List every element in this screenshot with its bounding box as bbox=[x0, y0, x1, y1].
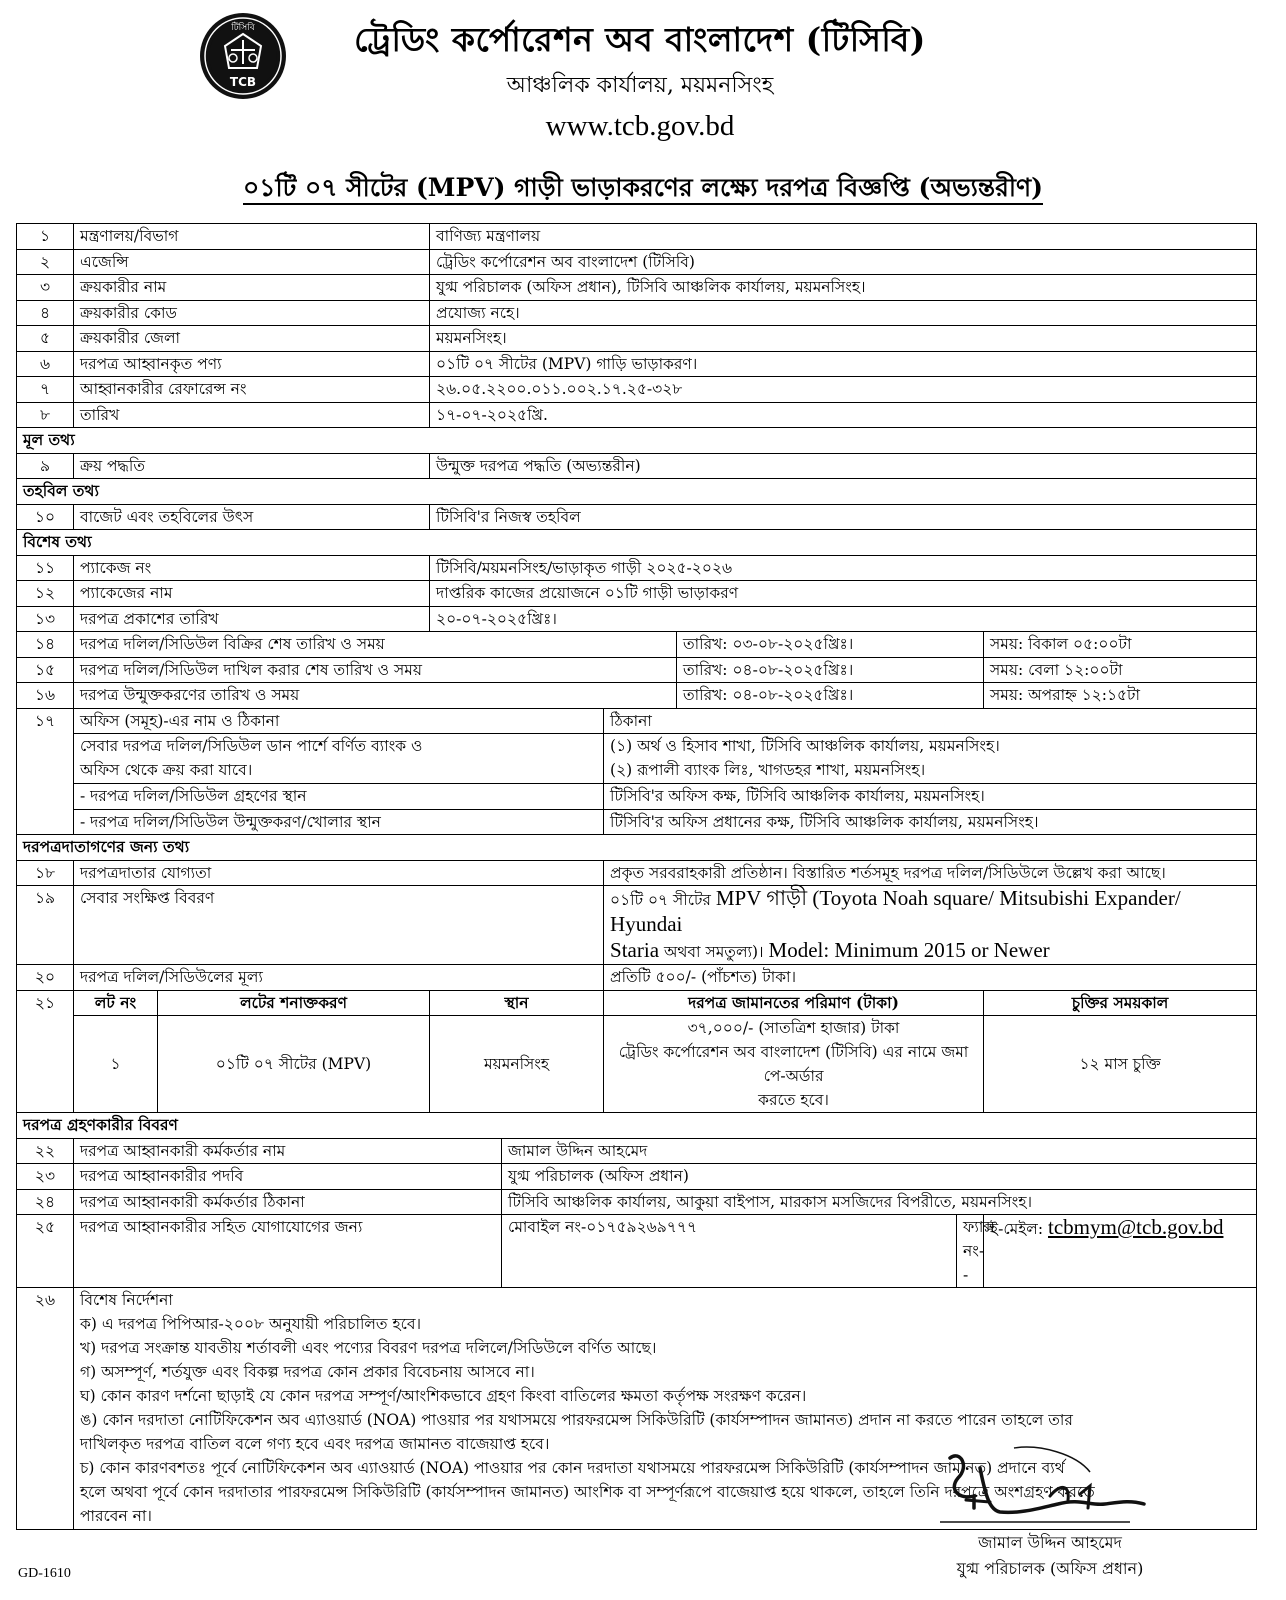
lot-id-header: লটের শনাক্তকরণ bbox=[158, 990, 430, 1016]
open-place-label: - দরপত্র দলিল/সিডিউল উন্মুক্তকরণ/খোলার স্থান bbox=[74, 809, 604, 835]
table-row bbox=[17, 1138, 1257, 1164]
row-number: ২১ bbox=[17, 990, 74, 1016]
section-title: মূল তথ্য bbox=[17, 428, 1257, 454]
row-label: দরপত্র আহ্বানকারীর সহিত যোগাযোগের জন্য bbox=[74, 1215, 502, 1288]
row-label: দরপত্র দলিল/সিডিউল দাখিল করার শেষ তারিখ ও সময় bbox=[74, 657, 677, 683]
row-value: ০১টি ০৭ সীটের (MPV) গাড়ি ভাড়াকরণ। bbox=[430, 351, 1257, 377]
row-number: ২২ bbox=[17, 1138, 74, 1164]
section-header bbox=[17, 530, 1257, 556]
sale-place-label-line: অফিস থেকে ক্রয় করা যাবে। bbox=[80, 761, 253, 779]
row-label: ক্রয়কারীর কোড bbox=[74, 300, 430, 326]
service-description-line-2 bbox=[610, 938, 1250, 964]
row-label: ক্রয় পদ্ধতি bbox=[74, 453, 430, 479]
row-value: ট্রেডিং কর্পোরেশন অব বাংলাদেশ (টিসিবি) bbox=[430, 249, 1257, 275]
row-number: ৫ bbox=[17, 326, 74, 352]
row-number: ১০ bbox=[17, 504, 74, 530]
open-place-value: টিসিবি'র অফিস প্রধানের কক্ষ, টিসিবি আঞ্চলিক কার্যালয়, ময়মনসিংহ। bbox=[604, 809, 1257, 835]
instruction-item: গ) অসম্পূর্ণ, শর্তযুক্ত এবং বিকল্প দরপত্র কোন প্রকার বিবেচনায় আসবে না। bbox=[80, 1363, 535, 1381]
sale-place-1: (১) অর্থ ও হিসাব শাখা, টিসিবি আঞ্চলিক কার্যালয়, ময়মনসিংহ। bbox=[610, 737, 1000, 755]
lot-identification: ০১টি ০৭ সীটের (MPV) bbox=[158, 1016, 430, 1113]
table-row bbox=[17, 224, 1257, 250]
signature-image bbox=[930, 1438, 1160, 1528]
sale-place-label bbox=[74, 734, 604, 784]
instruction-item: দাখিলকৃত দরপত্র বাতিল বলে গণ্য হবে এবং দরপত্র জামানত বাজেয়াপ্ত হবে। bbox=[80, 1435, 550, 1453]
service-description-line-1 bbox=[610, 886, 1250, 938]
row-number: ৪ bbox=[17, 300, 74, 326]
table-row bbox=[17, 683, 1257, 709]
row-value: দাপ্তরিক কাজের প্রয়োজনে ০১টি গাড়ী ভাড়াকরণ bbox=[430, 581, 1257, 607]
table-row bbox=[17, 326, 1257, 352]
row-label: সেবার সংক্ষিপ্ত বিবরণ bbox=[74, 886, 604, 965]
row-number: ১ bbox=[17, 224, 74, 250]
table-row bbox=[17, 734, 1257, 784]
row-value: প্রযোজ্য নহে। bbox=[430, 300, 1257, 326]
row-value: যুগ্ম পরিচালক (অফিস প্রধান) bbox=[502, 1164, 1257, 1190]
row-number: ৯ bbox=[17, 453, 74, 479]
row-number: ২৬ bbox=[17, 1288, 74, 1530]
section-title: বিশেষ তথ্য bbox=[17, 530, 1257, 556]
email-label: ই-মেইল: bbox=[990, 1220, 1044, 1238]
row-label: এজেন্সি bbox=[74, 249, 430, 275]
row-number: ৮ bbox=[17, 402, 74, 428]
duration-header: চুক্তির সময়কাল bbox=[984, 990, 1257, 1016]
row-number: ১৩ bbox=[17, 606, 74, 632]
row-label: ক্রয়কারীর জেলা bbox=[74, 326, 430, 352]
table-row bbox=[17, 1164, 1257, 1190]
row-value: উন্মুক্ত দরপত্র পদ্ধতি (অভ্যন্তরীন) bbox=[430, 453, 1257, 479]
row-number: ১১ bbox=[17, 555, 74, 581]
row-label: অফিস (সমূহ)-এর নাম ও ঠিকানা bbox=[74, 708, 604, 734]
row-number: ৬ bbox=[17, 351, 74, 377]
row-date: তারিখ: ০৪-০৮-২০২৫খ্রিঃ। bbox=[677, 657, 984, 683]
service-description bbox=[604, 886, 1257, 965]
row-label: দরপত্র প্রকাশের তারিখ bbox=[74, 606, 430, 632]
instructions-title: বিশেষ নির্দেশনা bbox=[80, 1291, 173, 1309]
sale-place-label-line: সেবার দরপত্র দলিল/সিডিউল ডান পার্শে বর্ণিত ব্যাংক ও bbox=[80, 737, 423, 755]
table-row bbox=[17, 657, 1257, 683]
table-row bbox=[17, 504, 1257, 530]
row-label: দরপত্র দলিল/সিডিউল বিক্রির শেষ তারিখ ও সময় bbox=[74, 632, 677, 658]
receive-place-value: টিসিবি'র অফিস কক্ষ, টিসিবি আঞ্চলিক কার্যালয়, ময়মনসিংহ। bbox=[604, 784, 1257, 810]
row-value: জামাল উদ্দিন আহমেদ bbox=[502, 1138, 1257, 1164]
org-title: ট্রেডিং কর্পোরেশন অব বাংলাদেশ (টিসিবি) bbox=[354, 20, 926, 59]
section-title: তহবিল তথ্য bbox=[17, 479, 1257, 505]
website-link[interactable]: www.tcb.gov.bd bbox=[545, 110, 735, 142]
lot-no: ১ bbox=[74, 1016, 158, 1113]
row-value: ময়মনসিংহ। bbox=[430, 326, 1257, 352]
instruction-item: খ) দরপত্র সংক্রান্ত যাবতীয় শর্তাবলী এবং পণ্যের বিবরণ দরপত্র দলিলে/সিডিউলে বর্ণিত আছে। bbox=[80, 1339, 657, 1357]
row-label: দরপত্র দলিল/সিডিউলের মূল্য bbox=[74, 965, 604, 991]
lot-table-row bbox=[17, 1016, 1257, 1113]
row-value: প্রতিটি ৫০০/- (পাঁচশত) টাকা। bbox=[604, 965, 1257, 991]
row-label: আহ্বানকারীর রেফারেন্স নং bbox=[74, 377, 430, 403]
row-value: বাণিজ্য মন্ত্রণালয় bbox=[430, 224, 1257, 250]
section-header bbox=[17, 835, 1257, 861]
lot-table-header bbox=[17, 990, 1257, 1016]
section-header bbox=[17, 479, 1257, 505]
table-row bbox=[17, 581, 1257, 607]
tcb-logo-icon bbox=[199, 12, 287, 100]
row-number: ২৩ bbox=[17, 1164, 74, 1190]
sale-place-2: (২) রূপালী ব্যাংক লিঃ, খাগডহর শাখা, ময়মনসিংহ। bbox=[610, 761, 926, 779]
row-number: ২০ bbox=[17, 965, 74, 991]
signatory-title: যুগ্ম পরিচালক (অফিস প্রধান) bbox=[956, 1559, 1144, 1578]
section-title: দরপত্রদাতাগণের জন্য তথ্য bbox=[17, 835, 1257, 861]
instruction-item: ঙ) কোন দরদাতা নোটিফিকেশন অব এ্যাওয়ার্ড (NOA) পাওয়ার পর যথাসময়ে পারফরমেন্স সিকিউরিটি (কার্যসম্পাদন জামানত) প্রদান না করতে পারেন তাহলে তার bbox=[80, 1411, 1073, 1429]
lot-no-header: লট নং bbox=[74, 990, 158, 1016]
row-number: ১৪ bbox=[17, 632, 74, 658]
instruction-item: ঘ) কোন কারণ দর্শনো ছাড়াই যে কোন দরপত্র সম্পূর্ণ/আংশিকভাবে গ্রহণ কিংবা বাতিলের ক্ষমতা কর্তৃপক্ষ সংরক্ষণ করেন। bbox=[80, 1387, 807, 1405]
service-seat-text: ০১টি ০৭ সীটের bbox=[610, 891, 711, 909]
row-value: ২০-০৭-২০২৫খ্রিঃ। bbox=[430, 606, 1257, 632]
contact-email-cell bbox=[984, 1215, 1257, 1288]
contact-mobile: মোবাইল নং-০১৭৫৯২৬৯৭৭৭ bbox=[502, 1215, 957, 1288]
section-header bbox=[17, 428, 1257, 454]
row-number: ১৯ bbox=[17, 886, 74, 965]
table-row bbox=[17, 555, 1257, 581]
row-time: সময়: বেলা ১২:০০টা bbox=[984, 657, 1257, 683]
row-time: সময়: অপরাহ্ন ১২:১৫টা bbox=[984, 683, 1257, 709]
lot-location: ময়মনসিংহ bbox=[430, 1016, 604, 1113]
row-number: ২ bbox=[17, 249, 74, 275]
security-note: ট্রেডিং কর্পোরেশন অব বাংলাদেশ (টিসিবি) এর নামে জমা পে-অর্ডার bbox=[618, 1043, 969, 1085]
row-label: দরপত্র আহ্বানকৃত পণ্য bbox=[74, 351, 430, 377]
office-name: আঞ্চলিক কার্যালয়, ময়মনসিংহ bbox=[506, 73, 774, 98]
notice-title bbox=[60, 168, 1226, 211]
row-number: ১৬ bbox=[17, 683, 74, 709]
row-date: তারিখ: ০৩-০৮-২০২৫খ্রিঃ। bbox=[677, 632, 984, 658]
row-number: ৭ bbox=[17, 377, 74, 403]
address-heading: ঠিকানা bbox=[604, 708, 1257, 734]
notice-header bbox=[0, 0, 1286, 216]
instruction-item: পারবেন না। bbox=[80, 1507, 152, 1525]
service-model-year: Model: Minimum 2015 or Newer bbox=[768, 938, 1050, 962]
security-note: করতে হবে। bbox=[758, 1091, 829, 1109]
row-label: দরপত্র আহ্বানকারী কর্মকর্তার নাম bbox=[74, 1138, 502, 1164]
instruction-item: হলে অথবা পূর্বে কোন দরদাতার পারফরমেন্স সিকিউরিটি (কার্যসম্পাদন জামানত) আংশিক বা সম্পূর্ণরূপে বাজেয়াপ্ত হয়ে থাকলে, তাহলে তিনি দরপত্রে অংশগ্রহণ করতে bbox=[80, 1483, 1095, 1501]
table-row bbox=[17, 453, 1257, 479]
row-number: ১৮ bbox=[17, 860, 74, 886]
service-model-list: MPV গাড়ী (Toyota Noah square/ Mitsubishi Expander/ Hyundai bbox=[610, 886, 1181, 936]
svg-text:TCB: TCB bbox=[229, 75, 257, 89]
table-row bbox=[17, 1189, 1257, 1215]
signatory-name: জামাল উদ্দিন আহমেদ bbox=[978, 1533, 1122, 1552]
row-number: ১২ bbox=[17, 581, 74, 607]
row-number-empty bbox=[17, 809, 74, 835]
row-number: ১৫ bbox=[17, 657, 74, 683]
row-value: টিসিবি'র নিজস্ব তহবিল bbox=[430, 504, 1257, 530]
section-header bbox=[17, 1113, 1257, 1139]
table-row bbox=[17, 1215, 1257, 1288]
row-label: তারিখ bbox=[74, 402, 430, 428]
row-label: বাজেট এবং তহবিলের উৎস bbox=[74, 504, 430, 530]
row-value: টিসিবি আঞ্চলিক কার্যালয়, আকুয়া বাইপাস, মারকাস মসজিদের বিপরীতে, ময়মনসিংহ। bbox=[502, 1189, 1257, 1215]
table-row bbox=[17, 249, 1257, 275]
row-value: টিসিবি/ময়মনসিংহ/ভাড়াকৃত গাড়ী ২০২৫-২০২৬ bbox=[430, 555, 1257, 581]
row-number-empty bbox=[17, 1016, 74, 1113]
row-label: ক্রয়কারীর নাম bbox=[74, 275, 430, 301]
row-value: ১৭-০৭-২০২৫খ্রি. bbox=[430, 402, 1257, 428]
location-header: স্থান bbox=[430, 990, 604, 1016]
row-number-empty bbox=[17, 734, 74, 784]
notice-title-text: ০১টি ০৭ সীটের (MPV) গাড়ী ভাড়াকরণের লক্ষ্যে দরপত্র বিজ্ঞপ্তি (অভ্যন্তরীণ) bbox=[243, 173, 1043, 205]
row-label: দরপত্র উন্মুক্তকরণের তারিখ ও সময় bbox=[74, 683, 677, 709]
table-row bbox=[17, 275, 1257, 301]
row-label: প্যাকেজের নাম bbox=[74, 581, 430, 607]
footer-code: GD-1610 bbox=[18, 1566, 71, 1581]
row-value: যুগ্ম পরিচালক (অফিস প্রধান), টিসিবি আঞ্চলিক কার্যালয়, ময়মনসিংহ। bbox=[430, 275, 1257, 301]
table-row bbox=[17, 632, 1257, 658]
instruction-item: ক) এ দরপত্র পিপিআর-২০০৮ অনুযায়ী পরিচালিত হবে। bbox=[80, 1315, 422, 1333]
service-equivalent-text: অথবা সমতুল্য)। bbox=[663, 943, 764, 961]
row-number: ১৭ bbox=[17, 708, 74, 734]
table-row bbox=[17, 606, 1257, 632]
table-row bbox=[17, 708, 1257, 734]
row-label: প্যাকেজ নং bbox=[74, 555, 430, 581]
tender-details-table bbox=[16, 223, 1257, 1530]
email-link[interactable]: tcbmym@tcb.gov.bd bbox=[1048, 1215, 1224, 1239]
security-header: দরপত্র জামানতের পরিমাণ (টাকা) bbox=[604, 990, 984, 1016]
table-row bbox=[17, 784, 1257, 810]
table-row bbox=[17, 300, 1257, 326]
table-row bbox=[17, 377, 1257, 403]
contact-fax: ফ্যাক্স নং-- bbox=[957, 1215, 984, 1288]
row-number: ২৫ bbox=[17, 1215, 74, 1288]
lot-duration: ১২ মাস চুক্তি bbox=[984, 1016, 1257, 1113]
section-title: দরপত্র গ্রহণকারীর বিবরণ bbox=[17, 1113, 1257, 1139]
row-number: ২৪ bbox=[17, 1189, 74, 1215]
table-row bbox=[17, 809, 1257, 835]
table-row bbox=[17, 965, 1257, 991]
service-model-staria: Staria bbox=[610, 938, 660, 962]
row-label: দরপত্র আহ্বানকারী কর্মকর্তার ঠিকানা bbox=[74, 1189, 502, 1215]
row-number-empty bbox=[17, 784, 74, 810]
row-label: দরপত্র আহ্বানকারীর পদবি bbox=[74, 1164, 502, 1190]
row-number: ৩ bbox=[17, 275, 74, 301]
row-value: প্রকৃত সরবরাহকারী প্রতিষ্ঠান। বিস্তারিত শর্তসমূহ দরপত্র দলিল/সিডিউলে উল্লেখ করা আছে। bbox=[604, 860, 1257, 886]
table-row bbox=[17, 351, 1257, 377]
row-label: দরপত্রদাতার যোগ্যতা bbox=[74, 860, 604, 886]
table-row bbox=[17, 886, 1257, 965]
sale-places bbox=[604, 734, 1257, 784]
receive-place-label: - দরপত্র দলিল/সিডিউল গ্রহণের স্থান bbox=[74, 784, 604, 810]
lot-security bbox=[604, 1016, 984, 1113]
table-row bbox=[17, 860, 1257, 886]
row-date: তারিখ: ০৪-০৮-২০২৫খ্রিঃ। bbox=[677, 683, 984, 709]
row-label: মন্ত্রণালয়/বিভাগ bbox=[74, 224, 430, 250]
instruction-item: চ) কোন কারণবশতঃ পূর্বে নোটিফিকেশন অব এ্যাওয়ার্ড (NOA) পাওয়ার পর কোন দরদাতা যথাসময়ে পারফরমেন্স সিকিউরিটি (কার্যসম্পাদন জামানত) প্রদানে ব্যর্থ bbox=[80, 1459, 1065, 1477]
row-time: সময়: বিকাল ০৫:০০টা bbox=[984, 632, 1257, 658]
row-value: ২৬.০৫.২২০০.০১১.০০২.১৭.২৫-৩২৮ bbox=[430, 377, 1257, 403]
table-row bbox=[17, 402, 1257, 428]
security-amount: ৩৭,০০০/- (সাতত্রিশ হাজার) টাকা bbox=[687, 1019, 900, 1037]
svg-text:টিসিবি: টিসিবি bbox=[231, 23, 255, 33]
